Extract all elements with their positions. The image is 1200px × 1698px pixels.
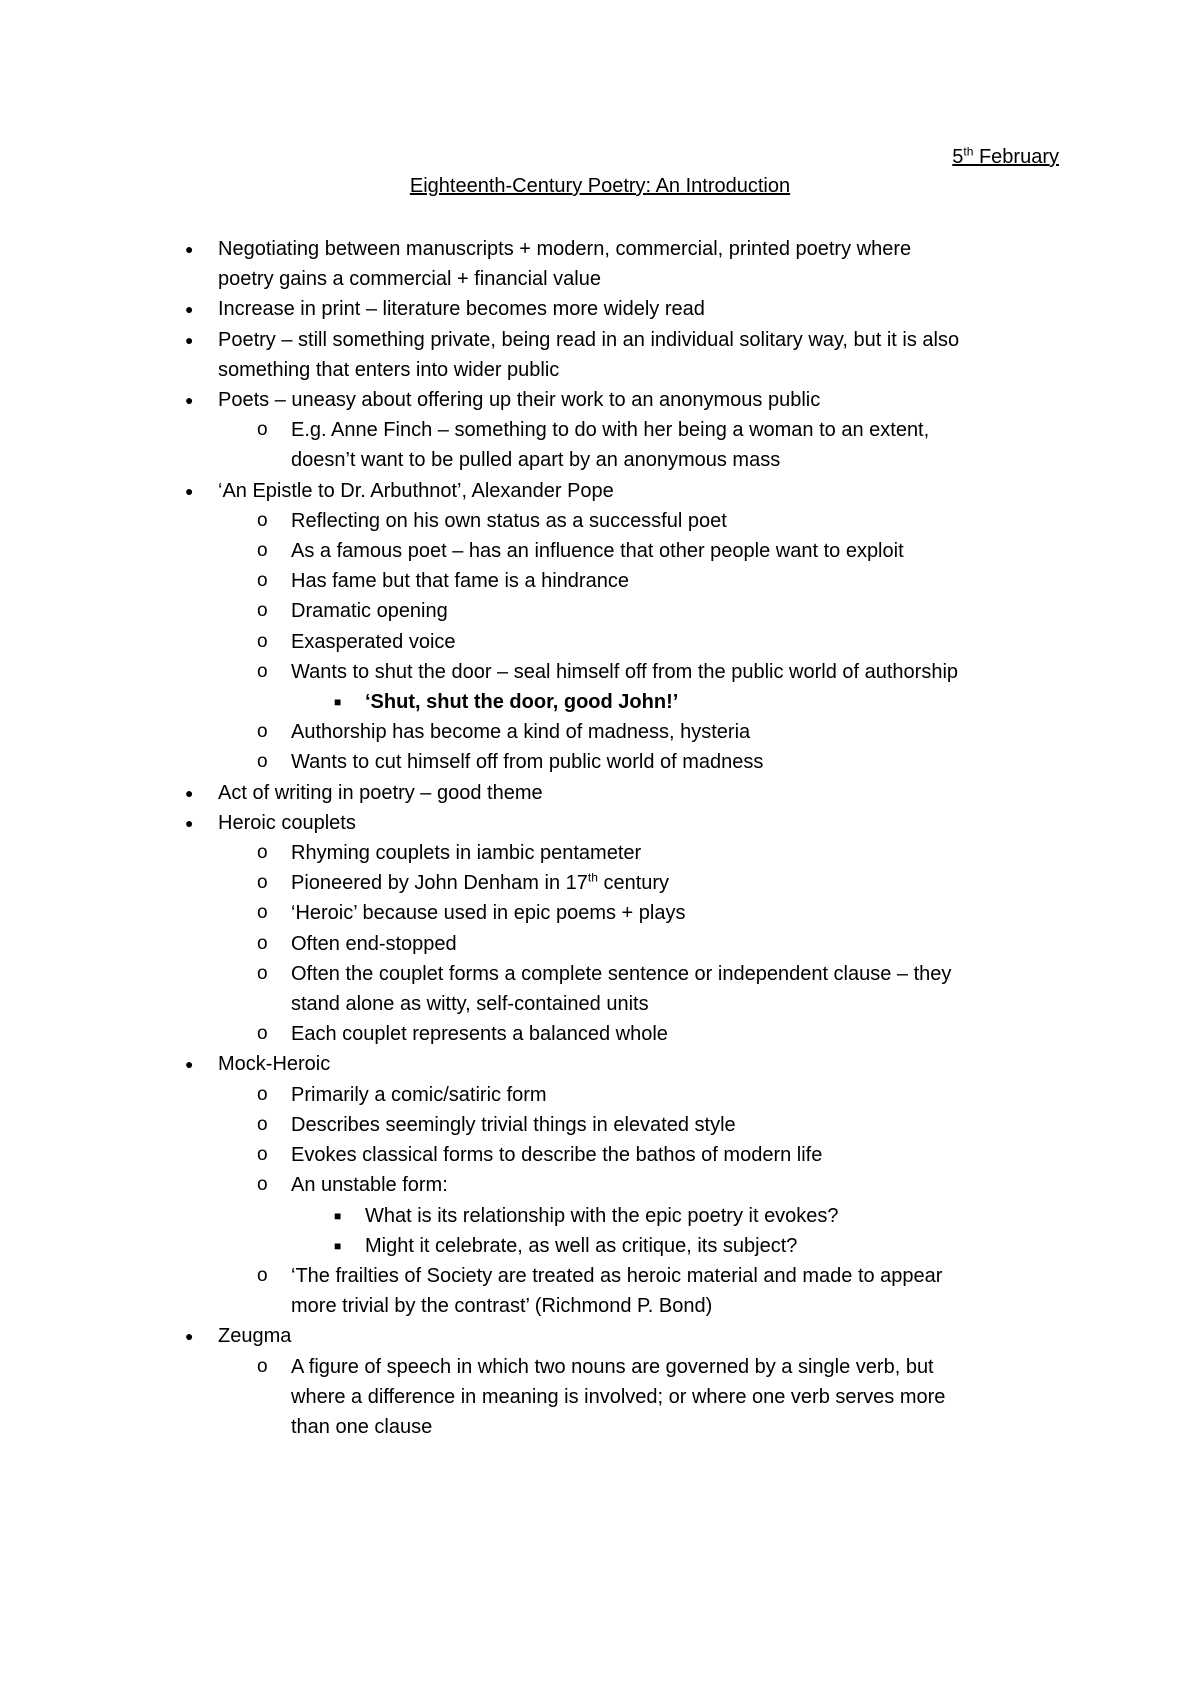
list-item-line: poetry gains a commercial + financial value [218,268,601,291]
list-item-line: than one clause [291,1415,433,1438]
circle-bullet-icon: o [257,1113,268,1135]
document-title: Eighteenth-Century Poetry: An Introduction [409,175,791,197]
bullet-icon: ● [185,241,194,257]
list-item-line [291,868,1200,898]
list-item [0,747,1200,777]
list-item [0,596,1200,626]
list-item [0,1049,1200,1079]
list-item [0,385,1200,415]
circle-bullet-icon: o [257,872,268,894]
list-item-line: something that enters into wider public [218,358,560,381]
list-item-line: E.g. Anne Finch – something to do with her being a woman to an extent, [291,419,930,442]
list-item-line: Heroic couplets [218,811,356,834]
list-item-line: ‘Shut, shut the door, good John!’ [365,691,679,714]
list-item [0,959,1200,1019]
list-item-line: An unstable form: [291,1174,448,1197]
list-item [0,838,1200,868]
list-item-line: Zeugma [218,1325,292,1348]
list-item [0,566,1200,596]
list-item [0,1261,1200,1321]
list-item [0,1140,1200,1170]
list-item-line: What is its relationship with the epic poetry it evokes? [365,1204,839,1227]
list-item-line: A figure of speech in which two nouns are governed by a single verb, but [291,1355,934,1378]
list-item-line: Often end-stopped [291,932,457,955]
bullet-icon: ● [185,814,194,831]
list-item-line: Negotiating between manuscripts + modern, commercial, printed poetry where [218,238,912,260]
date-suffix: th [963,144,974,159]
bullet-icon: ● [185,1328,194,1345]
list-item-line: Describes seemingly trivial things in elevated style [291,1113,736,1136]
list-item [0,808,1200,838]
list-item-line: ‘The frailties of Society are treated as heroic material and made to appear [291,1264,943,1287]
list-item-line: more trivial by the contrast’ (Richmond P. Bond) [291,1295,713,1318]
list-item [0,929,1200,959]
list-item [0,1019,1200,1049]
circle-bullet-icon: o [257,721,268,743]
list-item-line: Primarily a comic/satiric form [291,1083,547,1106]
list-item-line: Has fame but that fame is a hindrance [291,570,629,593]
list-item-line: Increase in print – literature becomes more widely read [218,298,705,321]
circle-bullet-icon: o [257,1174,268,1196]
list-item [0,868,1200,898]
list-item-line: Rhyming couplets in iambic pentameter [291,842,642,865]
circle-bullet-icon: o [257,842,268,864]
list-item [0,1110,1200,1140]
circle-bullet-icon: o [257,751,268,773]
circle-bullet-icon: o [257,419,268,441]
list-item [0,536,1200,566]
circle-bullet-icon: o [257,1355,268,1377]
list-item [0,476,1200,506]
circle-bullet-icon: o [257,509,268,531]
list-item-line: As a famous poet – has an influence that other people want to exploit [291,540,904,563]
circle-bullet-icon: o [257,630,268,652]
list-item-line: ‘An Epistle to Dr. Arbuthnot’, Alexander Pope [218,479,614,502]
circle-bullet-icon: o [257,1264,268,1286]
bullet-icon: ● [185,1056,194,1073]
list-item-line: ‘Heroic’ because used in epic poems + plays [291,902,686,925]
list-item-line: Authorship has become a kind of madness, hysteria [291,721,751,744]
list-item-line: Poets – uneasy about offering up their work to an anonymous public [218,389,821,412]
list-item-text: Pioneered by John Denham in 17 [291,872,588,895]
list-item [0,506,1200,536]
list-item-line: Exasperated voice [291,630,456,653]
date-day: 5 [952,146,964,168]
list-item [0,1201,1200,1231]
list-item [0,234,1200,294]
bullet-icon: ● [185,392,194,409]
list-item-line: Reflecting on his own status as a successful poet [291,509,727,532]
list-item [0,657,1200,687]
date-heading [952,146,1059,169]
list-item [0,778,1200,808]
list-item-line: Poetry – still something private, being read in an individual solitary way, but it is also [218,328,960,351]
list-item-line: Each couplet represents a balanced whole [291,1023,668,1046]
square-bullet-icon: ■ [334,695,342,710]
circle-bullet-icon: o [257,1023,268,1045]
list-item [0,1231,1200,1261]
circle-bullet-icon: o [257,570,268,592]
circle-bullet-icon: o [257,660,268,682]
list-item [0,1080,1200,1110]
list-item [0,627,1200,657]
list-item [0,898,1200,928]
list-item-line: Wants to cut himself off from public world of madness [291,751,764,774]
list-item [0,717,1200,747]
circle-bullet-icon: o [257,540,268,562]
bullet-icon: ● [185,301,194,318]
list-item [0,1170,1200,1200]
circle-bullet-icon: o [257,932,268,954]
list-item-line: Wants to shut the door – seal himself off from the public world of authorship [291,660,959,683]
circle-bullet-icon: o [257,600,268,622]
list-item [0,1321,1200,1351]
notes-list [0,234,1200,1442]
list-item-line: stand alone as witty, self-contained units [291,993,649,1016]
list-item-line: Act of writing in poetry – good theme [218,781,543,804]
square-bullet-icon: ■ [334,1208,342,1223]
list-item-line: Often the couplet forms a complete sentence or independent clause – they [291,962,952,985]
list-item-line: doesn’t want to be pulled apart by an anonymous mass [291,449,781,472]
list-item-line: Evokes classical forms to describe the bathos of modern life [291,1144,823,1167]
bullet-icon: ● [185,331,194,348]
list-item [0,294,1200,324]
list-item-text: century [597,872,670,895]
date-month: February [973,146,1059,168]
list-item-line: Might it celebrate, as well as critique, its subject? [365,1234,798,1257]
circle-bullet-icon: o [257,902,268,924]
ordinal-suffix: th [587,870,598,885]
bullet-icon: ● [185,784,194,801]
square-bullet-icon: ■ [334,1238,342,1253]
bullet-icon: ● [185,482,194,499]
list-item [0,415,1200,475]
circle-bullet-icon: o [257,962,268,984]
list-item [0,1352,1200,1443]
list-item [0,325,1200,385]
list-item-line: where a difference in meaning is involved; or where one verb serves more [291,1385,946,1408]
circle-bullet-icon: o [257,1083,268,1105]
list-item-line: Dramatic opening [291,600,448,623]
list-item-line: Mock-Heroic [218,1053,331,1076]
circle-bullet-icon: o [257,1144,268,1166]
list-item [0,687,1200,717]
